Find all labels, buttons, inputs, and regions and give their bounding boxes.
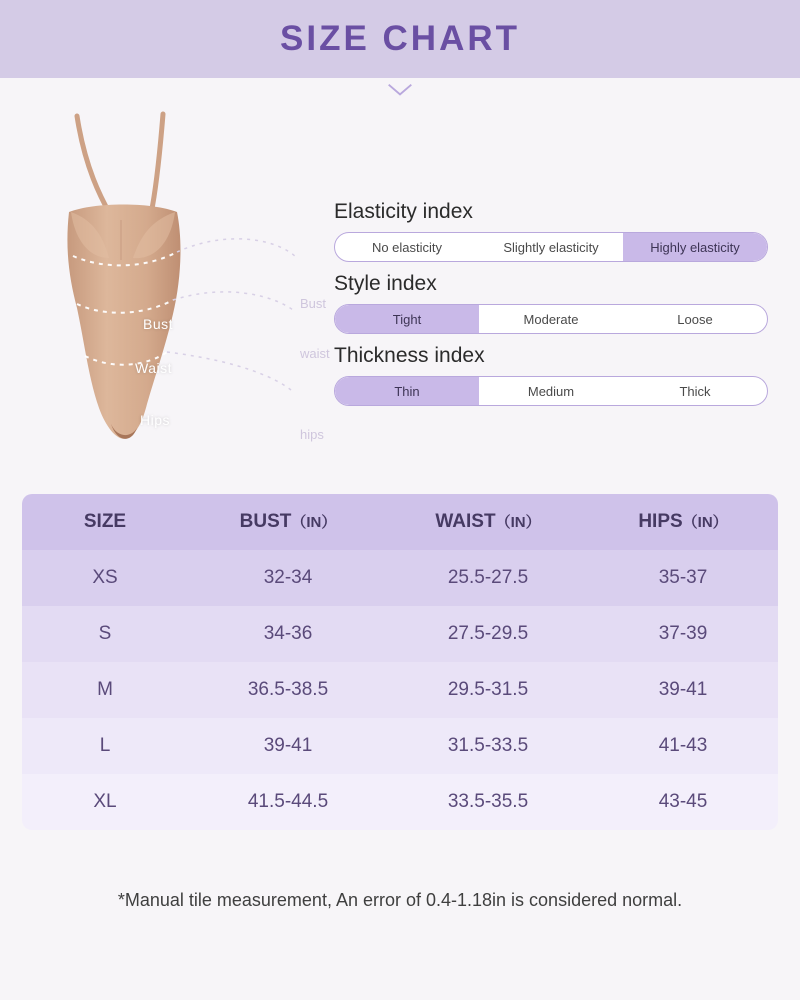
thickness-index-title: Thickness index — [334, 344, 485, 367]
cell-bust: 34-36 — [263, 623, 313, 644]
cell-size: XL — [93, 791, 117, 812]
cell-size: XS — [92, 567, 118, 588]
elasticity-index-segments[interactable] — [334, 232, 768, 262]
cell-hips: 35-37 — [658, 567, 708, 588]
table-row — [22, 774, 778, 830]
style-index-title: Style index — [334, 272, 437, 295]
header-waist-unit: （IN） — [495, 514, 541, 531]
header-bust-label: BUST — [239, 511, 292, 532]
measurement-footnote: *Manual tile measurement, An error of 0.4-1.18in is considered normal. — [117, 890, 683, 910]
style-index-block — [334, 272, 768, 334]
garment-label-bust: Bust — [143, 316, 174, 332]
style-option-loose[interactable]: Loose — [677, 311, 713, 327]
cell-size: S — [98, 623, 112, 644]
page-header — [0, 0, 800, 78]
header-bust-unit: （IN） — [291, 514, 337, 531]
header-bust — [188, 511, 388, 533]
cell-waist: 33.5-35.5 — [447, 791, 529, 812]
elasticity-option-highly[interactable]: Highly elasticity — [623, 233, 767, 261]
thickness-option-thick[interactable]: Thick — [679, 383, 711, 399]
cell-bust: 36.5-38.5 — [247, 679, 329, 700]
header-waist-label: WAIST — [435, 511, 496, 532]
cell-size: M — [97, 679, 113, 700]
style-option-moderate[interactable]: Moderate — [523, 311, 579, 327]
measure-label-hips: hips — [300, 427, 324, 442]
thickness-option-thin[interactable]: Thin — [335, 377, 479, 405]
header-hips-unit: （IN） — [682, 514, 728, 531]
garment-illustration — [55, 108, 305, 448]
cell-waist: 31.5-33.5 — [447, 735, 529, 756]
cell-size: L — [99, 735, 111, 756]
table-header-row — [22, 494, 778, 550]
style-index-segments[interactable] — [334, 304, 768, 334]
garment-label-waist: Waist — [135, 360, 172, 376]
elasticity-option-slightly[interactable]: Slightly elasticity — [503, 239, 599, 255]
table-row — [22, 606, 778, 662]
style-option-tight[interactable]: Tight — [335, 305, 479, 333]
table-row — [22, 718, 778, 774]
thickness-index-block — [334, 344, 768, 406]
measure-label-waist: waist — [300, 346, 330, 361]
header-hips-label: HIPS — [638, 511, 683, 532]
elasticity-index-block — [334, 200, 768, 262]
elasticity-index-title: Elasticity index — [334, 200, 473, 223]
thickness-index-segments[interactable] — [334, 376, 768, 406]
bodysuit-graphic — [55, 108, 305, 448]
header-size: SIZE — [83, 511, 127, 532]
cell-bust: 41.5-44.5 — [247, 791, 329, 812]
cell-hips: 39-41 — [658, 679, 708, 700]
header-waist — [388, 511, 588, 533]
cell-waist: 27.5-29.5 — [447, 623, 529, 644]
top-section — [0, 78, 800, 458]
cell-hips: 37-39 — [658, 623, 708, 644]
cell-hips: 43-45 — [658, 791, 708, 812]
cell-waist: 29.5-31.5 — [447, 679, 529, 700]
thickness-option-medium[interactable]: Medium — [527, 383, 575, 399]
table-row — [22, 550, 778, 606]
page-title: SIZE CHART — [280, 19, 520, 58]
cell-hips: 41-43 — [658, 735, 708, 756]
cell-bust: 32-34 — [263, 567, 313, 588]
chevron-down-icon: ﹀ — [388, 84, 412, 111]
elasticity-option-no[interactable]: No elasticity — [371, 239, 443, 255]
header-hips — [588, 511, 778, 533]
size-table — [22, 494, 778, 830]
measure-label-bust: Bust — [300, 296, 327, 311]
cell-waist: 25.5-27.5 — [447, 567, 529, 588]
garment-label-hips: Hips — [140, 412, 171, 428]
table-row — [22, 662, 778, 718]
cell-bust: 39-41 — [263, 735, 313, 756]
index-group — [334, 200, 768, 416]
